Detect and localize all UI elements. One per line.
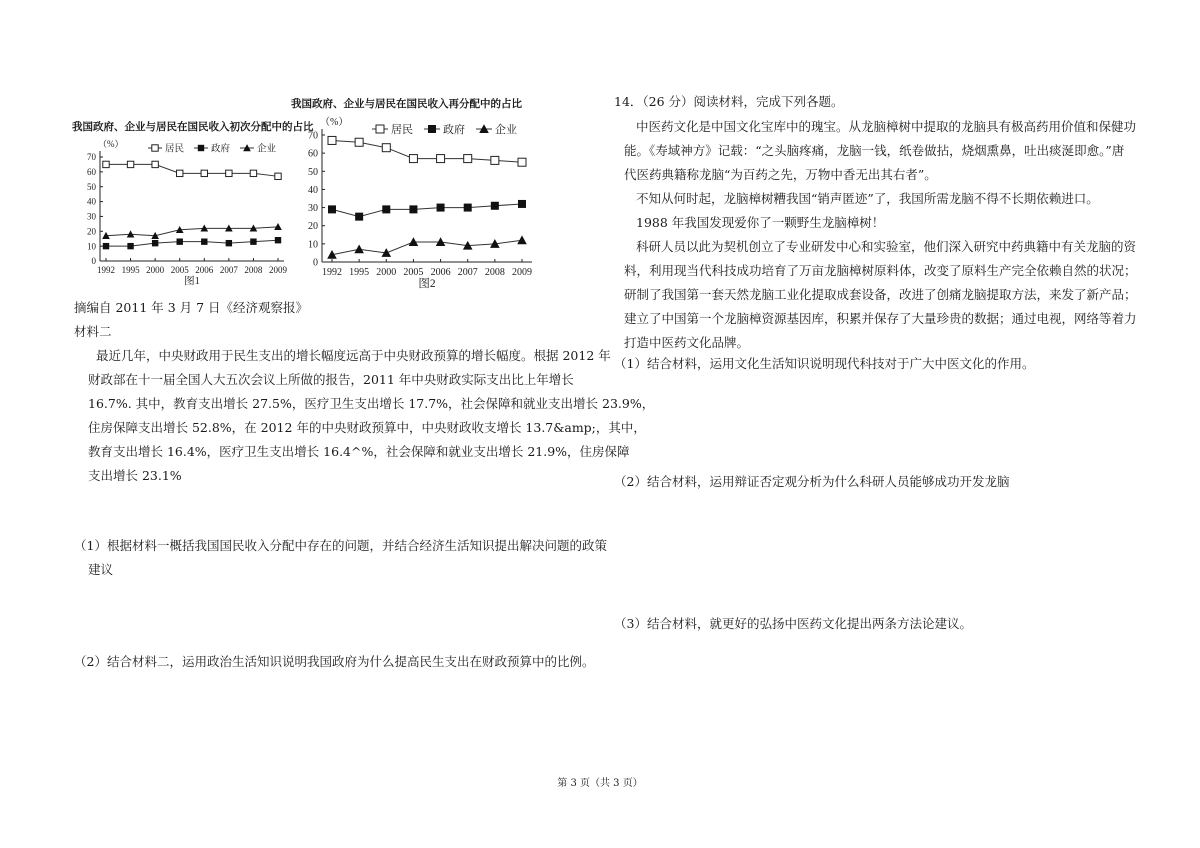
question-1-left-cont: 建议	[88, 562, 114, 577]
chart-y-tick-label: 50	[87, 181, 96, 192]
question-3-right: （3）结合材料，就更好的弘扬中医药文化提出两条方法论建议。	[614, 616, 972, 631]
material2-line: 16.7%. 其中，教育支出增长 27.5%，医疗卫生支出增长 17.7%，社会保障和就业支出增长 23.9%，	[88, 396, 655, 411]
material-paragraph-line: 科研人员以此为契机创立了专业研发中心和实验室，他们深入研究中药典籍中有关龙脑的资	[636, 239, 1137, 254]
chart-point	[518, 200, 526, 208]
page-footer: 第 3 页（共 3 页）	[557, 778, 643, 789]
material2-line: 教育支出增长 16.4%，医疗卫生支出增长 16.4^%，社会保障和就业支出增长 21.9%，住房保障	[88, 444, 630, 459]
chart-y-axis-label: （%）	[98, 139, 124, 149]
material-paragraph-line: 建立了中国第一个龙脑樟资源基因库，积累并保存了大量珍贵的数据；通过电视，网络等着力	[624, 311, 1137, 326]
chart-point	[103, 161, 109, 167]
question-2-right: （2）结合材料，运用辩证否定观分析为什么科研人员能够成功开发龙脑	[614, 474, 1010, 489]
chart-y-tick-label: 0	[91, 256, 96, 267]
chart-legend-label: 政府	[211, 144, 231, 155]
chart-figure-1	[78, 130, 288, 320]
chart-point	[464, 204, 472, 212]
chart-point	[464, 155, 472, 163]
chart-point	[355, 213, 363, 221]
chart-legend-label: 居民	[165, 144, 185, 155]
chart-point	[275, 173, 281, 179]
chart-figure-label: 图2	[418, 278, 436, 290]
chart-legend-label: 政府	[443, 124, 465, 137]
chart-point	[491, 202, 499, 210]
chart-point	[275, 237, 281, 243]
chart-point	[409, 205, 417, 213]
chart-y-tick-label: 70	[87, 152, 96, 163]
chart-point	[250, 238, 256, 244]
chart-point	[518, 158, 526, 166]
chart-point	[127, 161, 133, 167]
material2-line: 财政部在十一届全国人大五次会议上所做的报告，2011 年中央财政实际支出比上年增长	[88, 372, 574, 387]
material2-line: 住房保障支出增长 52.8%，在 2012 年的中央财政预算中，中央财政收支增长 13.7&amp;，其中，	[88, 420, 646, 435]
chart-point	[226, 170, 232, 176]
chart-point	[177, 170, 183, 176]
chart-x-tick-label: 2007	[457, 267, 478, 278]
material2-line: 支出增长 23.1%	[88, 468, 182, 483]
chart-y-tick-label: 60	[87, 167, 96, 178]
source-citation: 摘编自 2011 年 3 月 7 日《经济观察报》	[74, 300, 309, 315]
chart-point	[201, 170, 207, 176]
chart-legend-label: 企业	[495, 124, 517, 137]
chart-x-tick-label: 2006	[195, 265, 214, 275]
chart-point	[198, 145, 204, 151]
material-paragraph-line: 料，利用现当代科技成功培育了万亩龙脑樟树原料体，改变了原料生产完全依赖自然的状况；	[624, 263, 1137, 278]
chart-x-tick-label: 2008	[244, 265, 263, 275]
chart-figure-label: 图1	[184, 276, 200, 287]
material-paragraph-line: 代医药典籍称龙脑“为百药之先，万物中香无出其右者”。	[624, 167, 937, 182]
chart-point	[152, 240, 158, 246]
chart-point	[201, 238, 207, 244]
chart-x-tick-label: 2009	[512, 267, 532, 278]
chart-point	[382, 144, 390, 152]
chart-x-tick-label: 1995	[349, 267, 370, 278]
question-1-left: （1）根据材料一概括我国国民收入分配中存在的问题，并结合经济生活知识提出解决问题的政策	[74, 538, 607, 553]
chart-point	[226, 240, 232, 246]
question-2-left: （2）结合材料二，运用政治生活知识说明我国政府为什么提高民生支出在财政预算中的比例。	[74, 654, 595, 669]
material-paragraph-line: 研制了我国第一套天然龙脑工业化提取成套设备，改进了创痛龙脑提取方法，来发了新产品；	[624, 287, 1137, 302]
material2-heading: 材料二	[74, 324, 112, 339]
chart-x-tick-label: 2008	[484, 267, 505, 278]
chart-x-tick-label: 1992	[322, 267, 342, 278]
chart-x-tick-label: 2009	[269, 265, 287, 275]
chart-y-tick-label: 40	[308, 184, 318, 196]
chart-y-tick-label: 60	[308, 148, 318, 160]
chart-point	[382, 205, 390, 213]
chart-x-tick-label: 2005	[403, 267, 424, 278]
chart-point	[152, 161, 158, 167]
chart-point	[328, 136, 336, 144]
question-14-header: 14．（26 分）阅读材料，完成下列各题。	[614, 94, 844, 109]
chart-point	[250, 170, 256, 176]
chart-y-tick-label: 70	[308, 130, 318, 142]
chart-y-tick-label: 20	[87, 226, 96, 237]
material-paragraph-line: 能。《寿域神方》记载：“之头脑疼痛，龙脑一钱，纸卷做拈，烧烟熏鼻，吐出痰涎即愈。”唐	[624, 143, 1125, 158]
chart-y-tick-label: 20	[308, 221, 318, 233]
chart-point	[376, 125, 384, 133]
chart-y-tick-label: 30	[308, 203, 318, 215]
chart-point	[437, 155, 445, 163]
material-paragraph-line: 不知从何时起，龙脑樟树糟我国“销声匿迹”了，我国所需龙脑不得不长期依赖进口。	[636, 191, 1099, 206]
chart-point	[354, 245, 364, 254]
question-1-right: （1）结合材料，运用文化生活知识说明现代科技对于广大中医文化的作用。	[614, 356, 1035, 371]
chart-point	[428, 125, 436, 133]
chart-y-tick-label: 50	[308, 166, 318, 178]
chart-y-tick-label: 30	[87, 211, 96, 222]
chart-y-tick-label: 40	[87, 196, 96, 207]
material2-line: 最近几年，中央财政用于民生支出的增长幅度远高于中央财政预算的增长幅度。根据 2012 年	[96, 348, 611, 363]
chart-point	[328, 205, 336, 213]
material-paragraph-line: 中医药文化是中国文化宝库中的瑰宝。从龙脑樟树中提取的龙脑具有极高药用价值和保健功	[636, 119, 1137, 134]
chart-x-tick-label: 2005	[170, 265, 189, 275]
chart-y-axis-label: （%）	[320, 117, 349, 128]
chart-x-tick-label: 1995	[121, 265, 140, 275]
material-paragraph-line: 打造中医药文化品牌。	[624, 335, 750, 350]
chart-point	[127, 243, 133, 249]
chart-point	[152, 145, 158, 151]
chart-x-tick-label: 1992	[97, 265, 115, 275]
material-paragraph-line: 1988 年我国发现爱你了一颗野生龙脑樟树！	[636, 215, 885, 230]
chart-point	[177, 238, 183, 244]
chart2-title: 我国政府、企业与居民在国民收入再分配中的占比	[291, 98, 522, 110]
chart-point	[517, 235, 527, 244]
chart-point	[355, 138, 363, 146]
chart-legend-label: 企业	[257, 144, 277, 155]
chart-point	[103, 243, 109, 249]
chart-point	[491, 156, 499, 164]
chart-point	[409, 155, 417, 163]
chart-legend-label: 居民	[391, 124, 413, 137]
chart-x-tick-label: 2000	[376, 267, 397, 278]
chart-figure-2	[296, 107, 536, 319]
chart-point	[437, 204, 445, 212]
chart-y-tick-label: 10	[87, 241, 96, 252]
chart-x-tick-label: 2000	[146, 265, 165, 275]
chart1-title: 我国政府、企业与居民在国民收入初次分配中的占比	[72, 121, 314, 133]
chart-x-tick-label: 2006	[430, 267, 451, 278]
chart-y-tick-label: 10	[308, 239, 318, 251]
chart-x-tick-label: 2007	[219, 265, 238, 275]
chart-y-tick-label: 0	[313, 257, 318, 269]
